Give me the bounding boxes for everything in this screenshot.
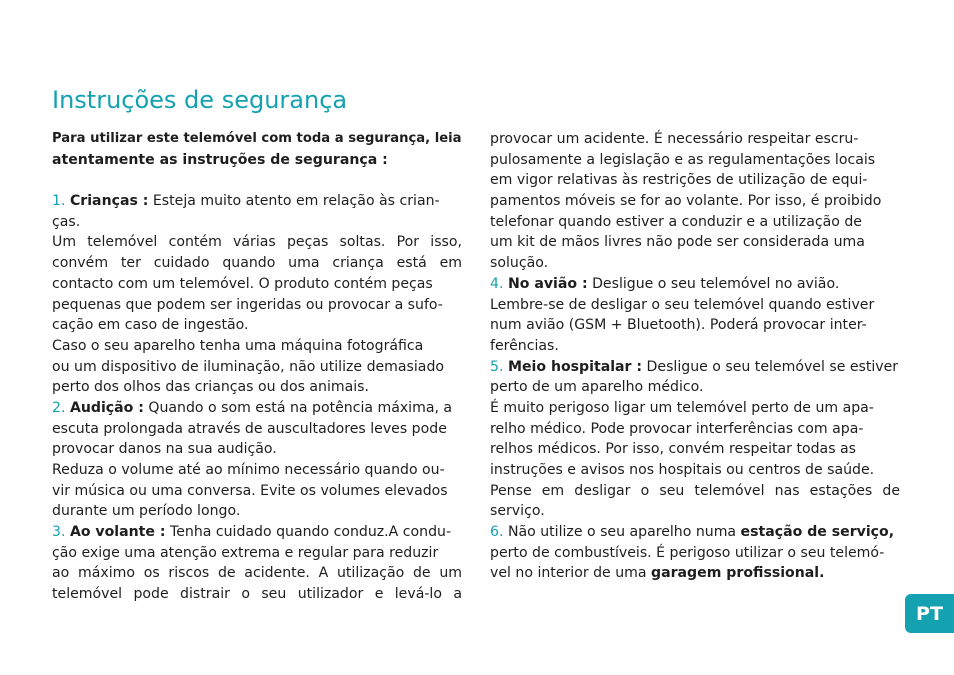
section-gas-station-heading <box>490 522 900 543</box>
text-line: convém ter cuidado quando uma criança está em <box>52 255 462 272</box>
text-line: relho médico. Pode provocar interferências com apa- <box>490 420 864 437</box>
text-line: um kit de mãos livres não pode ser considerada uma <box>490 234 865 251</box>
text-line: contacto com um telemóvel. O produto contém peças <box>52 275 433 292</box>
text-line: instruções e avisos nos hospitais ou centros de saúde. <box>490 462 875 478</box>
left-column <box>52 129 462 605</box>
section-text: vel no interior de uma <box>490 565 647 582</box>
section-hospital-heading <box>490 357 900 378</box>
text-line: Caso o seu aparelho tenha uma máquina fotográfica <box>52 337 424 354</box>
text-line: provocar danos na sua audição. <box>52 441 277 458</box>
section-number: 2. <box>52 399 66 416</box>
section-title: Ao volante : <box>69 524 166 541</box>
spacer <box>52 170 462 191</box>
section-text: Esteja muito atento em relação às crian- <box>152 193 440 210</box>
emphasis-text: estação de serviço, <box>740 524 895 541</box>
right-column <box>490 129 900 584</box>
text-line: perto de um aparelho médico. <box>490 379 704 396</box>
text-line: em vigor relativas às restrições de utilização de equi- <box>490 172 868 189</box>
section-text: Desligue o seu telemóvel no avião. <box>592 275 840 292</box>
text-line: É muito perigoso ligar um telemóvel perto de um apa- <box>490 399 874 416</box>
text-line: num avião (GSM + Bluetooth). Poderá provocar inter- <box>490 317 867 334</box>
text-line: telefonar quando estiver a conduzir e a utilização de <box>490 213 862 230</box>
text-line: provocar um acidente. É necessário respeitar escru- <box>490 131 859 147</box>
text-line: cação em caso de ingestão. <box>52 317 249 334</box>
section-driving-heading <box>52 522 462 543</box>
text-line: pequenas que podem ser ingeridas ou provocar a sufo- <box>52 296 443 313</box>
section-title: Meio hospitalar : <box>507 358 643 375</box>
text-line: Reduza o volume até ao mínimo necessário quando ou- <box>52 462 445 478</box>
language-badge: PT <box>905 594 954 633</box>
section-number: 3. <box>52 524 66 541</box>
section-text: Quando o som está na potência máxima, a <box>148 399 453 416</box>
text-line <box>490 563 900 584</box>
text-line: ao máximo os riscos de acidente. A utilização de um <box>52 565 462 582</box>
section-children-heading <box>52 191 462 212</box>
text-line: ção exige uma atenção extrema e regular para reduzir <box>52 544 439 561</box>
section-number: 5. <box>490 358 504 375</box>
section-airplane-heading <box>490 274 900 295</box>
intro-line-1: Para utilizar este telemóvel com toda a segurança, leia <box>52 131 462 146</box>
text-line: Lembre-se de desligar o seu telemóvel quando estiver <box>490 296 875 313</box>
text-line: Um telemóvel contém várias peças soltas. Por isso, <box>52 234 462 251</box>
text-line: perto dos olhos das crianças ou dos animais. <box>52 379 370 396</box>
text-line: pamentos móveis se for ao volante. Por isso, é proibido <box>490 193 882 210</box>
text-line: telemóvel pode distrair o seu utilizador e levá-lo a <box>52 586 462 603</box>
section-number: 1. <box>52 193 66 210</box>
section-title: No avião : <box>507 275 588 292</box>
section-text: Desligue o seu telemóvel se estiver <box>646 358 899 375</box>
text-line: ou um dispositivo de iluminação, não utilize demasiado <box>52 358 445 375</box>
text-line: Pense em desligar o seu telemóvel nas estações de <box>490 482 900 499</box>
text-line: relhos médicos. Por isso, convém respeitar todas as <box>490 441 856 458</box>
page-title: Instruções de segurança <box>52 86 348 114</box>
text-line: vir música ou uma conversa. Evite os volumes elevados <box>52 482 448 499</box>
section-title: Crianças : <box>69 193 149 210</box>
text-line: ças. <box>52 213 81 230</box>
emphasis-text: garagem profissional. <box>650 565 825 582</box>
text-line: perto de combustíveis. É perigoso utilizar o seu telemó- <box>490 544 885 561</box>
text-line: pulosamente a legislação e as regulamentações locais <box>490 151 876 168</box>
text-line: durante um período longo. <box>52 503 241 520</box>
text-line: escuta prolongada através de auscultadores leves pode <box>52 420 447 437</box>
section-text: Tenha cuidado quando conduz.A condu- <box>170 524 452 541</box>
section-hearing-heading <box>52 398 462 419</box>
text-line: ferências. <box>490 337 559 354</box>
text-line: solução. <box>490 255 549 272</box>
section-text: Não utilize o seu aparelho numa <box>507 524 737 541</box>
intro-line-2: atentamente as instruções de segurança : <box>52 151 388 168</box>
section-number: 6. <box>490 524 504 541</box>
section-number: 4. <box>490 275 504 292</box>
text-line: serviço. <box>490 503 545 520</box>
section-title: Audição : <box>69 399 144 416</box>
